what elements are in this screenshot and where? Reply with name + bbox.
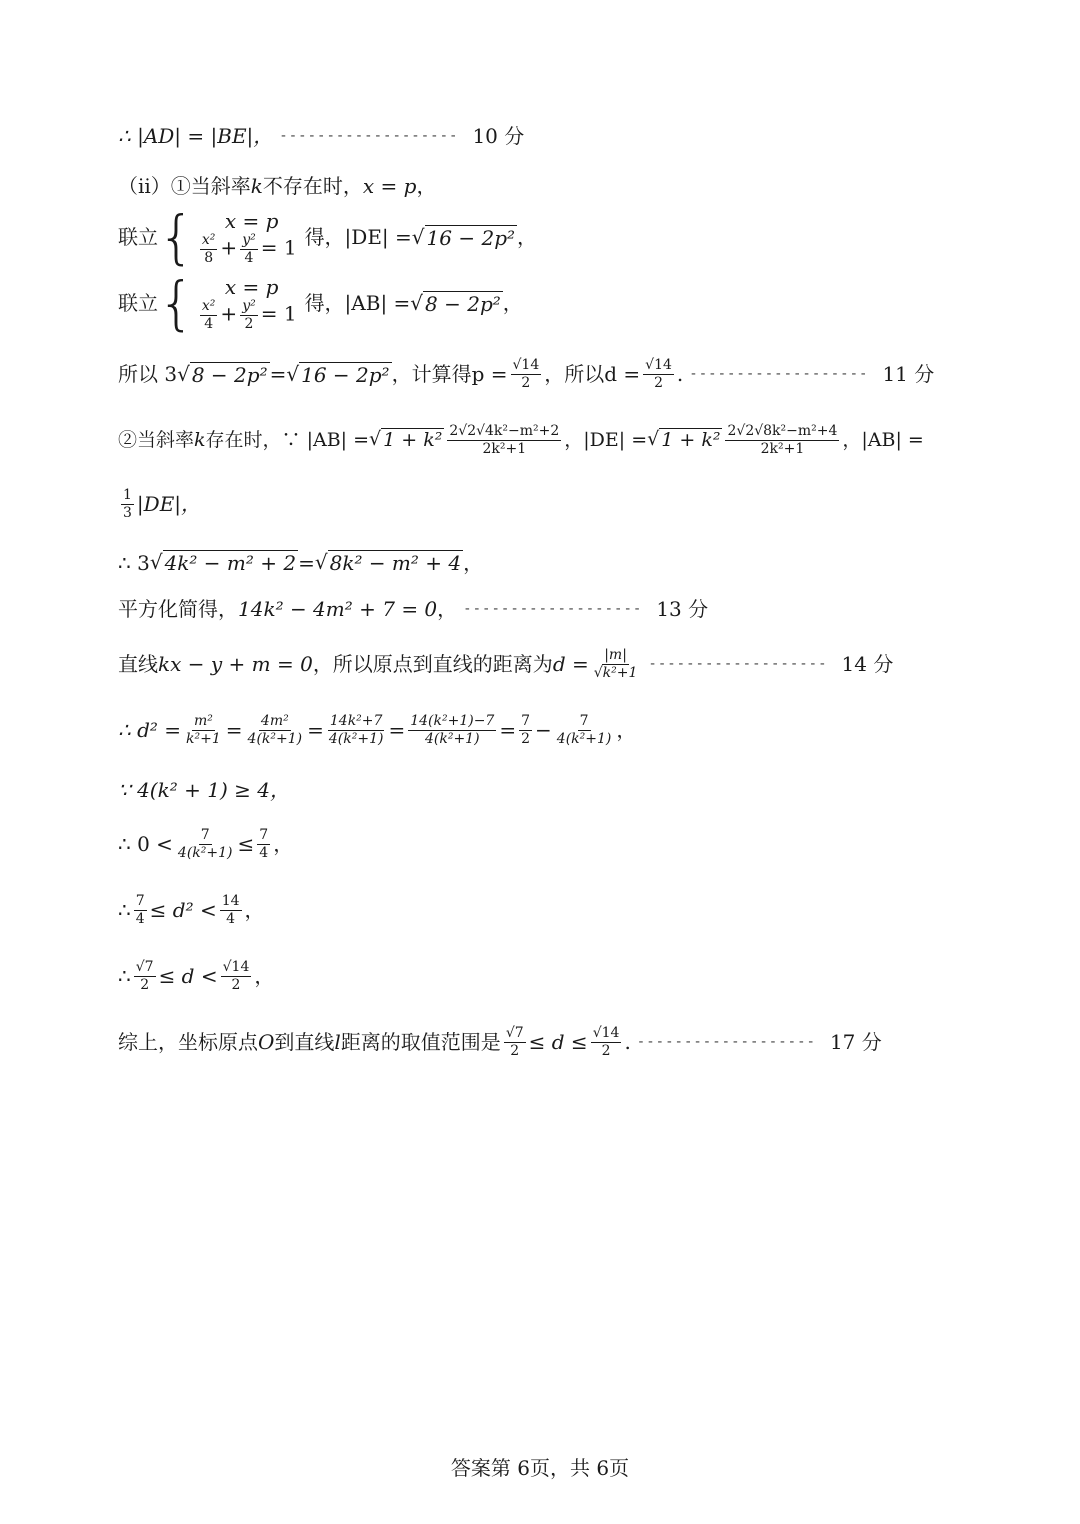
fraction: $\frac{7}{4}$: [259, 827, 269, 861]
fraction: $\frac{\text{2√2√8k²−m²+4}}{\text{2k²+1}}$: [727, 423, 838, 457]
fraction: $\frac{14}{4}$: [221, 893, 240, 927]
case-text: ①当斜率: [170, 174, 251, 198]
line-compute-p: 所以 3 √ 8 − 2p² = √ 16 − 2p² ，计算得p = $\frac{√14}{2}$ ，所以d = $\frac{√14}{2}$ . ------------------- 11 分: [118, 357, 935, 391]
fraction: $\frac{√7}{2}$: [505, 1025, 524, 1059]
equation-system: [197, 209, 297, 265]
fraction: $\frac{\text{m²}}{\text{k²+1}}$: [186, 713, 221, 747]
fraction: $\frac{\text{14(k²+1)−7}}{\text{4(k²+1)}}$: [410, 713, 495, 747]
score-label: 14 分: [841, 652, 894, 677]
system-row-2: $\frac{\text{x²}}{4}$ + $\frac{\text{y²}}{2}$ = 1: [201, 297, 297, 332]
equation-x-p: x = p: [362, 174, 417, 198]
fraction: $\frac{√14}{2}$: [512, 357, 540, 391]
line-one-third-de: $\frac{1}{3}$ |DE|，: [123, 487, 202, 521]
case-text-2: 不存在时，: [262, 174, 363, 198]
sqrt-expression: √ 1 + k²: [647, 428, 721, 452]
fraction: $\frac{√14}{2}$: [222, 959, 250, 993]
line-inequality-3: ∴ $\frac{7}{4}$ ≤ d² < $\frac{14}{4}$ ，: [118, 893, 265, 927]
fraction: $\frac{7}{\text{4(k²+1)}}$: [556, 713, 612, 747]
sqrt-expression: √ 8 − 2p²: [410, 290, 501, 316]
equation-ad-be: ∴ |AD| = |BE|，: [118, 124, 274, 148]
score-leader: -------------------: [636, 1033, 816, 1050]
sqrt-expression: √ 4k² − m² + 2: [149, 550, 297, 575]
fraction: $\frac{\text{4m²}}{\text{4(k²+1)}}$: [247, 713, 303, 747]
score-label: 13 分: [656, 597, 709, 621]
line-system-ab: 联立 { x = p $\frac{\text{x²}}{4}$ + $\frac{\text{y²}}{2}$ = 1 得，|AB| = √ 8 − 2p² ，: [118, 269, 523, 337]
result-text: 得，|AB| =: [304, 291, 411, 315]
sqrt-expression: √ 16 − 2p²: [411, 224, 516, 250]
page-footer: 答案第 6页，共 6页: [450, 1456, 630, 1480]
line-system-de: 联立 { x = p $\frac{\text{x²}}{8}$ + $\frac{\text{y²}}{4}$ = 1 得，|DE| = √ 16 − 2p² ，: [118, 203, 538, 271]
line-conclusion: 综上，坐标原点 O 到直线 l 距离的取值范围是 $\frac{√7}{2}$ ≤ d ≤ $\frac{√14}{2}$ . ------------------- 17 分: [118, 1025, 882, 1059]
sqrt-expression: √ 16 − 2p²: [286, 361, 390, 387]
var-k: k: [250, 174, 263, 198]
fraction: $\frac{√7}{2}$: [135, 959, 154, 993]
part-label: （ⅱ）: [118, 174, 171, 198]
line-distance: 直线 kx − y + m = 0 ，所以原点到直线的距离为 d = $\frac{|m|}{\text{√k²+1}}$ ------------------- 14 分: [118, 647, 894, 681]
equation-system: [197, 275, 297, 331]
score-label: 10 分: [472, 124, 525, 148]
score-leader: -------------------: [648, 655, 828, 672]
line-simplify: 平方化简得， 14k² − 4m² + 7 = 0 ， ------------------- 13 分: [118, 597, 709, 621]
fraction: $\frac{1}{3}$: [123, 487, 132, 521]
line-case-slope-undefined: [118, 174, 436, 198]
sqrt-expression: √ 8k² − m² + 4: [314, 550, 462, 575]
brace-icon: {: [158, 203, 195, 271]
line-ad-equals-be: [118, 124, 524, 148]
punct: ，: [416, 174, 437, 198]
fraction: $\frac{\text{2√2√4k²−m²+2}}{\text{2k²+1}}$: [449, 423, 560, 457]
fraction: $\frac{7}{2}$: [521, 713, 531, 747]
result-text: 得，|DE| =: [304, 225, 412, 249]
score-leader: -------------------: [463, 600, 643, 617]
system-lead: 联立: [118, 225, 158, 249]
line-case-slope-exists: ②当斜率 k 存在时，∵ |AB| = √ 1 + k² $\frac{\text{2√2√4k²−m²+2}}{\text{2k²+1}}$ ，|DE| = √ 1 + k² $\frac{\text{2√2√8k²−m²+4}}{\text{2k²+1}}$ ，|AB| =: [118, 423, 924, 457]
system-lead: 联立: [118, 291, 158, 315]
line-d-squared: ∴ d² = $\frac{\text{m²}}{\text{k²+1}}$ = $\frac{\text{4m²}}{\text{4(k²+1)}}$ = $\frac{\text{14k²+7}}{\text{4(k²+1)}}$ = $\frac{\text{14(k²+1)−7}}{\text{4(k²+1)}}$ = $\frac{7}{2}$ − $\frac{7}{\text{4(k²+1)}}$ ，: [118, 713, 637, 747]
fraction: $\frac{|m|}{\text{√k²+1}}$: [593, 647, 638, 681]
system-row-1: x = p: [224, 208, 279, 233]
fraction: $\frac{7}{4}$: [135, 893, 145, 927]
score-label: 17 分: [829, 1030, 882, 1055]
fraction: $\frac{√14}{2}$: [645, 357, 672, 391]
score-label: 11 分: [882, 362, 935, 387]
score-leader: -------------------: [689, 365, 869, 382]
fraction: $\frac{√14}{2}$: [592, 1025, 620, 1059]
line-inequality-4: ∴ $\frac{√7}{2}$ ≤ d < $\frac{√14}{2}$ ，: [118, 959, 275, 993]
sqrt-expression: √ 1 + k²: [369, 428, 443, 452]
line-inequality-2: ∴ 0 < $\frac{7}{\text{4(k²+1)}}$ ≤ $\frac{7}{4}$ ，: [118, 827, 294, 861]
score-leader: -------------------: [279, 127, 459, 144]
fraction: $\frac{\text{14k²+7}}{\text{4(k²+1)}}$: [328, 713, 384, 747]
fraction: $\frac{7}{\text{4(k²+1)}}$: [177, 827, 233, 861]
system-row-2: $\frac{\text{x²}}{8}$ + $\frac{\text{y²}}{4}$ = 1: [201, 231, 297, 266]
line-root-equation: ∴ 3 √ 4k² − m² + 2 = √ 8k² − m² + 4 ，: [118, 550, 484, 575]
sqrt-expression: √ 8 − 2p²: [177, 361, 268, 387]
system-row-1: x = p: [224, 274, 279, 299]
brace-icon: {: [158, 269, 195, 337]
line-inequality-1: ∵ 4(k² + 1) ≥ 4，: [118, 778, 290, 802]
